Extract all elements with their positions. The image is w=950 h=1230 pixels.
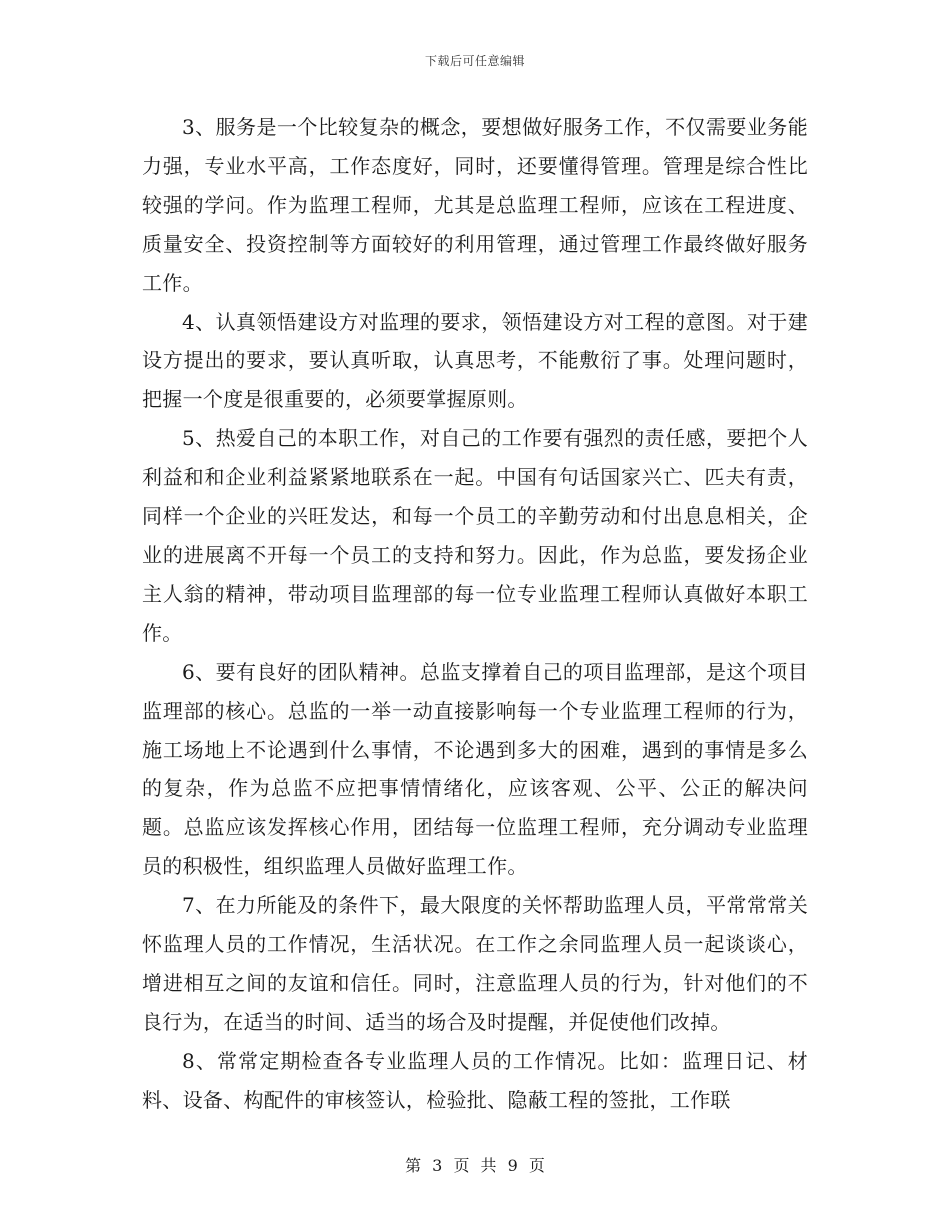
paragraph-8: 8、常常定期检查各专业监理人员的工作情况。比如：监理日记、材料、设备、构配件的审核签认，检验批、隐蔽工程的签批，工作联 [142,1048,808,1112]
paragraph-6: 6、要有良好的团队精神。总监支撑着自己的项目监理部，是这个项目监理部的核心。总监的一举一动直接影响每一个专业监理工程师的行为，施工场地上不论遇到什么事情，不论遇到多大的困难，遇到的事情是多么的复杂，作为总监不应把事情情绪化，应该客观、公平、公正的解决问题。总监应该发挥核心作用，团结每一位监理工程师，充分调动专业监理员的积极性，组织监理人员做好监理工作。 [142,659,808,879]
page-number-footer: 第 3 页 共 9 页 [405,1156,545,1175]
paragraph-5: 5、热爱自己的本职工作，对自己的工作要有强烈的责任感，要把个人利益和和企业利益紧紧地联系在一起。中国有句话国家兴亡、匹夫有责，同样一个企业的兴旺发达，和每一个员工的辛勤劳动和付出息息相关，企业的进展离不开每一个员工的支持和努力。因此，作为总监，要发扬企业主人翁的精神，带动项目监理部的每一位专业监理工程师认真做好本职工作。 [142,426,808,645]
document-body [142,108,808,1120]
paragraph-7: 7、在力所能及的条件下，最大限度的关怀帮助监理人员，平常常常关怀监理人员的工作情况，生活状况。在工作之余同监理人员一起谈谈心，增进相互之间的友谊和信任。同时，注意监理人员的行为，针对他们的不良行为，在适当的时间、适当的场合及时提醒，并促使他们改掉。 [142,893,808,1034]
paragraph-4: 4、认真领悟建设方对监理的要求，领悟建设方对工程的意图。对于建设方提出的要求，要认真听取，认真思考，不能敷衍了事。处理问题时，把握一个度是很重要的，必须要掌握原则。 [142,309,808,412]
paragraph-3: 3、服务是一个比较复杂的概念，要想做好服务工作，不仅需要业务能力强，专业水平高，工作态度好，同时，还要懂得管理。管理是综合性比较强的学问。作为监理工程师，尤其是总监理工程师，应该在工程进度、质量安全、投资控制等方面较好的利用管理，通过管理工作最终做好服务工作。 [142,115,808,295]
page-header: 下载后可任意编辑 [424,54,525,68]
